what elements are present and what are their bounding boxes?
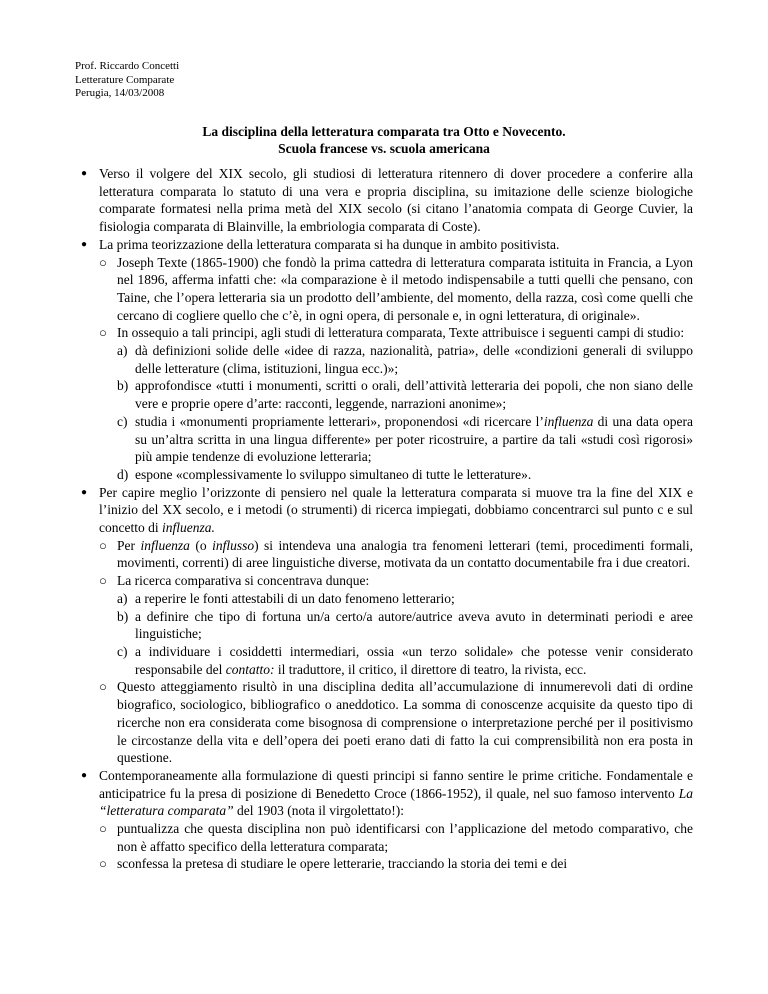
lettered-item: [117, 377, 693, 412]
paragraph-text: Joseph Texte (1865-1900) che fondò la prima cattedra di letteratura comparata istituita in Francia, a Lyon nel 1896, afferma infatti che: «la comparazione è il metodo indispensabile a tutti quelli che pensano, con Taine, che l’opera letteraria sia un prodotto dell’ambiente, del momento, della razza, così come quelli che cercano di cogliere quello che c’è, in ogni opera, di personale e, in ogni letteratura, di originale».: [117, 254, 693, 323]
paragraph-text: il traduttore, il critico, il direttore di teatro, la rivista, ecc.: [274, 661, 587, 677]
item-letter: d): [117, 466, 129, 482]
bullet-item: [75, 767, 693, 873]
item-letter: a): [117, 343, 128, 359]
bullet-item: [75, 484, 693, 767]
sub-bullet-item: [99, 820, 693, 855]
circle-bullet-icon: ○: [99, 821, 107, 837]
bullet-icon: ●: [81, 769, 88, 781]
paragraph-text: di una data opera su un’altra scritta in una lingua differente» per poter ricostruire, a partire da tali «studi così rigorosi» più ampie tendenze di evoluzione letteraria;: [135, 413, 693, 465]
paragraph-text: studia i «monumenti propriamente letterari», proponendosi «di ricercare l’: [135, 413, 544, 429]
document-body: [75, 165, 693, 873]
bullet-icon: ●: [81, 486, 88, 498]
circle-bullet-icon: ○: [99, 537, 107, 553]
italic-term: contatto:: [225, 661, 275, 677]
sub-bullet-item: [99, 254, 693, 325]
paragraph-text: approfondisce «tutti i monumenti, scritti o orali, dell’attività letteraria dei popoli, che non siano delle vere e proprie opere d’arte: racconti, leggende, narrazioni anonime»;: [135, 378, 693, 412]
paragraph-text: In ossequio a tali principi, agli studi di letteratura comparata, Texte attribuisce i seguenti campi di studio:: [117, 325, 685, 341]
sub-bullet-item: [99, 537, 693, 572]
item-letter: a): [117, 590, 128, 606]
lettered-item: [117, 413, 693, 466]
sub-bullet-item: [99, 572, 693, 678]
paragraph-text: ) si intendeva una analogia tra fenomeni letterari (temi, procedimenti formali, movimenti, correnti) di aree linguistiche diverse, motivata da un contatto documentabile fra i due creatori.: [117, 537, 694, 571]
paragraph-text: Questo atteggiamento risultò in una disciplina dedita all’accumulazione di innumerevoli dati di ordine biografico, sociologico, bibliografico o aneddotico. La somma di conoscenze acquisite da questo tipo di ricerche non era considerata come bisognosa di comprensione o interpretazione perché per il positivismo le circostanze della vita e dell’opera dei poeti erano dati di fatto la cui comprensibilità non era posta in questione.: [117, 679, 693, 766]
italic-term: influenza: [543, 413, 594, 429]
paragraph-text: Verso il volgere del XIX secolo, gli studiosi di letteratura ritennero di dover procedere a conferire alla letteratura comparata lo statuto di una vera e propria disciplina, su imitazione delle scienze biologiche comparate formatesi nella prima metà del XIX secolo (si citano l’anatomia compata di George Cuvier, la fisiologia comparata di Blainville, la embriologia comparata di Coste).: [99, 166, 693, 235]
document-header: [75, 60, 179, 101]
circle-bullet-icon: ○: [99, 254, 107, 270]
italic-term: influsso: [212, 537, 255, 553]
sub-bullet-item: [99, 324, 693, 483]
item-letter: c): [117, 413, 128, 429]
italic-term: influenza.: [161, 520, 215, 536]
paragraph-text: Per: [117, 537, 141, 553]
item-letter: c): [117, 643, 128, 659]
sub-bullet-item: [99, 855, 693, 873]
lettered-item: [117, 590, 693, 608]
paragraph-text: La ricerca comparativa si concentrava dunque:: [117, 573, 370, 589]
lettered-item: [117, 466, 693, 484]
italic-term: influenza: [140, 537, 190, 553]
bullet-icon: ●: [81, 238, 88, 250]
course-line: Letterature Comparate: [75, 73, 175, 86]
item-letter: b): [117, 378, 129, 394]
lettered-item: [117, 342, 693, 377]
italic-title: La “letteratura comparata”: [99, 785, 693, 819]
title-line-2: Scuola francese vs. scuola americana: [278, 141, 490, 156]
paragraph-text: a definire che tipo di fortuna un/a certo/a autore/autrice aveva avuto in determinati periodi e aree linguistiche;: [135, 608, 693, 642]
author-line: Prof. Riccardo Concetti: [75, 60, 180, 72]
sub-bullet-item: [99, 678, 693, 767]
paragraph-text: La prima teorizzazione della letteratura comparata si ha dunque in ambito positivista.: [99, 236, 560, 252]
paragraph-text: puntualizza che questa disciplina non può identificarsi con l’applicazione del metodo comparativo, che non è affatto specifico della letteratura comparata;: [117, 821, 693, 854]
circle-bullet-icon: ○: [99, 679, 107, 695]
paragraph-text: a individuare i cosiddetti intermediari, ossia «un terzo solidale» che potesse venir considerato responsabile del: [135, 643, 693, 677]
paragraph-text: Per capire meglio l’orizzonte di pensiero nel quale la letteratura comparata si muove tra la fine del XIX e l’inizio del XX secolo, e i metodi (o strumenti) di ricerca impiegati, dobbiamo concentrarci sul punto c e sul concetto di: [99, 484, 693, 536]
place-date-line: Perugia, 14/03/2008: [75, 87, 165, 100]
circle-bullet-icon: ○: [99, 573, 107, 589]
paragraph-text: sconfessa la pretesa di studiare le opere letterarie, tracciando la storia dei temi e dei: [117, 856, 568, 872]
paragraph-text: espone «complessivamente lo sviluppo simultaneo di tutte le letterature».: [135, 466, 532, 482]
paragraph-text: dà definizioni solide delle «idee di razza, nazionalità, patria», delle «condizioni generali di sviluppo delle letterature (clima, istituzioni, lingua ecc.)»;: [135, 343, 693, 376]
paragraph-text: del 1903 (nota il virgolettato!):: [233, 803, 404, 819]
paragraph-text: (o: [189, 537, 213, 553]
circle-bullet-icon: ○: [99, 325, 107, 341]
bullet-icon: ●: [81, 168, 88, 179]
item-letter: b): [117, 608, 129, 624]
bullet-item: [75, 165, 693, 236]
paragraph-text: Contemporaneamente alla formulazione di questi principi si fanno sentire le prime critiche. Fondamentale e anticipatrice fu la presa di posizione di Benedetto Croce (1866-1952), il quale, nel suo famoso intervento: [99, 767, 693, 801]
circle-bullet-icon: ○: [99, 856, 107, 872]
document-title: [75, 123, 693, 157]
lettered-item: [117, 608, 693, 643]
paragraph-text: a reperire le fonti attestabili di un dato fenomeno letterario;: [135, 590, 455, 606]
lettered-item: [117, 643, 693, 678]
bullet-item: [75, 236, 693, 484]
title-line-1: La disciplina della letteratura comparata tra Otto e Novecento.: [202, 124, 566, 139]
